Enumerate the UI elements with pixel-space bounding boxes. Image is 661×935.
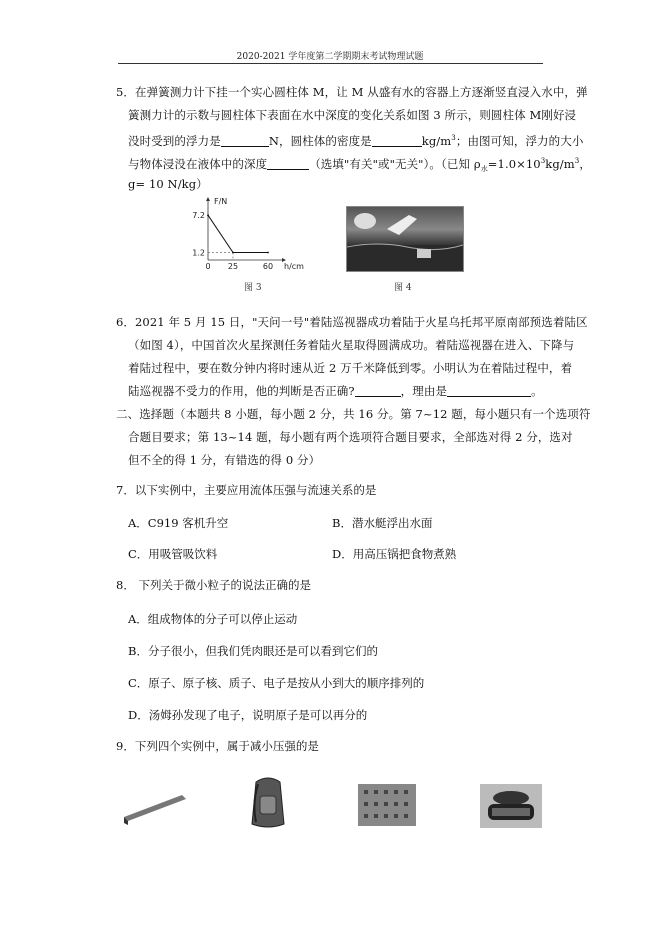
q5-text: N，圆柱体的密度是	[268, 133, 372, 148]
q5-unit: kg/m	[421, 133, 452, 148]
header-rule	[118, 63, 543, 64]
q6-text: ，理由是	[400, 384, 448, 398]
q8-option-a[interactable]: A．组成物体的分子可以停止运动	[128, 612, 298, 626]
q7-option-d[interactable]: D．用高压锅把食物煮熟	[332, 547, 457, 561]
q5-text: 没时受到的浮力是	[128, 133, 221, 148]
q5-text: ，	[579, 156, 591, 171]
answer-blank-reason[interactable]	[447, 383, 531, 397]
q5-text: （选填"有关"或"无关"）。（已知 ρ	[309, 156, 481, 171]
section2-line-1: 二、选择题（本题共 8 小题，每小题 2 分，共 16 分。第 7~12 题，每小题只有一个选项符	[116, 407, 591, 421]
q7-option-a[interactable]: A．C919 客机升空	[128, 516, 229, 530]
q7-stem: 7．以下实例中，主要应用流体压强与流速关系的是	[116, 483, 377, 497]
q6-line-3: 着陆过程中，要在数分钟内将时速从近 2 万千米降低到零。小明认为在着陆过程中，着	[128, 361, 573, 375]
q5-line-4	[116, 150, 591, 174]
section-2-instructions	[116, 403, 591, 472]
q5-line-1: 5．在弹簧测力计下挂一个实心圆柱体 M，让 M 从盛有水的容器上方逐渐竖直浸入水中，弹	[116, 85, 588, 99]
y-tick-label: 7.2	[192, 211, 205, 221]
q5-text: 与物体浸没在液体中的深度	[128, 156, 268, 171]
q5-line-2: 簧测力计的示数与圆柱体下表面在水中深度的变化关系如图 3 所示，则圆柱体 M刚好浸	[128, 108, 577, 122]
q8-option-c[interactable]: C．原子、原子核、质子、电子是按从小到大的顺序排列的	[128, 676, 425, 690]
q5-line-5: g= 10 N/kg）	[128, 177, 208, 191]
x-tick-label: 0	[205, 262, 211, 271]
q5-line-3	[116, 127, 584, 150]
data-point	[267, 252, 269, 254]
q6-text: 。	[531, 384, 543, 398]
answer-blank-buoyancy[interactable]	[221, 133, 269, 147]
answer-blank-density[interactable]	[372, 133, 422, 147]
y-axis-label: F/N	[214, 197, 228, 206]
page-header: 2020-2021 学年度第二学期期末考试物理试题	[236, 52, 424, 62]
x-tick-label: 60	[262, 262, 274, 271]
figure-3-caption: 图 3	[244, 283, 262, 293]
q5-text: =1.0×10	[487, 156, 541, 171]
mars-landing-photo	[347, 207, 463, 271]
answer-blank-judgement[interactable]	[355, 383, 401, 397]
superscript: 3	[451, 134, 456, 142]
series-line	[208, 215, 268, 252]
data-point	[232, 252, 234, 254]
q6-line-2: （如图 4），中国首次火星探测任务着陆火星取得圆满成功。着陆巡视器在进入、下降与	[128, 338, 575, 352]
question-6	[116, 311, 588, 403]
q8-stem: 8． 下列关于微小粒子的说法正确的是	[116, 578, 311, 592]
q5-text: ；由图可知，浮力的大小	[455, 133, 584, 148]
superscript: 3	[574, 157, 580, 165]
q7-option-b[interactable]: B．潜水艇浮出水面	[332, 516, 433, 530]
q7-option-c[interactable]: C．用吸管吸饮料	[128, 547, 218, 561]
y-axis-arrow	[206, 197, 210, 201]
question-5	[116, 81, 591, 196]
q5-text: kg/m	[545, 156, 575, 171]
section2-line-3: 但不全的得 1 分，有错选的得 0 分）	[128, 453, 321, 467]
answer-blank-depth[interactable]	[267, 156, 309, 170]
data-point	[207, 214, 209, 216]
q8-option-b[interactable]: B．分子很小，但我们凭肉眼还是可以看到它们的	[128, 644, 378, 658]
q6-line-1: 6．2021 年 5 月 15 日，"天问一号"着陆巡视器成功着陆于火星乌托邦平原南部预选着陆区	[116, 315, 588, 329]
blind-path-tiles-image	[358, 784, 416, 826]
q8-option-d[interactable]: D．汤姆孙发现了电子，说明原子是可以再分的	[128, 708, 368, 722]
subscript-water: 水	[480, 165, 488, 174]
figure-4-photo	[346, 206, 464, 272]
q9-stem: 9．下列四个实例中，属于减小压强的是	[116, 739, 319, 753]
section2-line-2: 合题目要求；第 13~14 题，每小题有两个选项符合题目要求，全部选对得 2 分，选对	[128, 430, 573, 444]
knife-blade-image	[122, 787, 188, 827]
q6-line-4	[116, 380, 546, 403]
superscript: 3	[540, 157, 546, 165]
y-tick-label: 1.2	[192, 248, 205, 258]
figure-4-caption: 图 4	[394, 283, 412, 293]
backpack-image	[246, 774, 290, 832]
bulldozer-track-image	[480, 784, 542, 828]
q6-text: 陆巡视器不受力的作用，他的判断是否正确?	[128, 384, 355, 398]
x-axis-label: h/cm	[284, 262, 304, 271]
x-tick-label: 25	[227, 262, 239, 271]
figure-3-chart	[190, 196, 304, 276]
